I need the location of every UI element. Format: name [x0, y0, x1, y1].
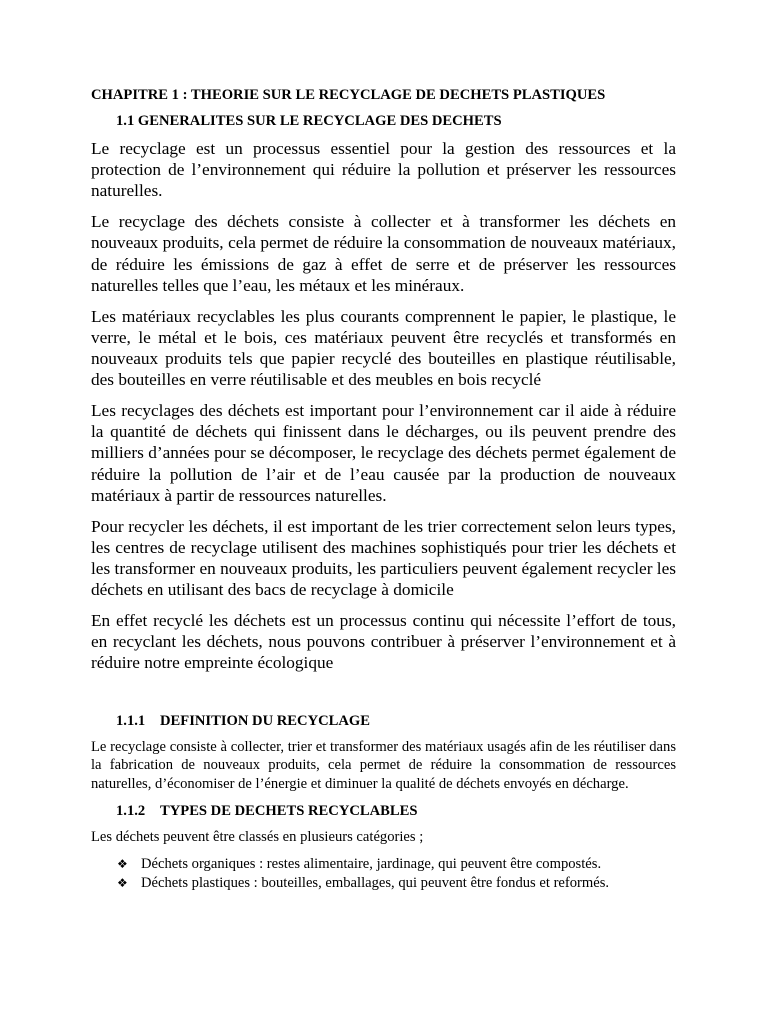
subsection-definition-heading [116, 712, 676, 730]
conclusion-paragraph: En effet recyclé les déchets est un processus continu qui nécessite l’effort de tous, en recyclant les déchets, nous pouvons contribuer à préserver l’environnement et à réduire notre empreinte écologique [91, 611, 676, 673]
subsection-number: 1.1.1 [116, 712, 146, 729]
document-page [91, 86, 676, 892]
recyclable-materials-paragraph: Les matériaux recyclables les plus courants comprennent le papier, le plastique, le verre, le métal et le bois, ces matériaux peuvent être recyclés et transformés en nouveaux produits tels que papier recyclé des bouteilles en plastique réutilisable, des bouteilles en verre réutilisable et des meubles en bois recyclé [91, 306, 676, 390]
list-item-text: Déchets organiques : restes alimentaire, jardinage, qui peuvent être compostés. [141, 855, 602, 872]
environment-importance-paragraph: Les recyclages des déchets est important pour l’environnement car il aide à réduire la quantité de déchets qui finissent dans le décharges, ou ils peuvent prendre des milliers d’années pour se décomposer, le recyclage des déchets permet également de réduire la pollution de l’air et de l’eau causée par la production de nouveaux matériaux à partir de ressources naturelles. [91, 401, 676, 505]
chapter-title: CHAPITRE 1 : THEORIE SUR LE RECYCLAGE DE DECHETS PLASTIQUES [91, 87, 606, 103]
intro-paragraph: Le recyclage est un processus essentiel pour la gestion des ressources et la protection de l’environnement qui réduire la pollution et préserver les ressources naturelles. [91, 139, 676, 201]
diamond-bullet-icon: ❖ [117, 856, 128, 871]
subsection-title: DEFINITION DU RECYCLAGE [160, 712, 371, 729]
subsection-title: TYPES DE DECHETS RECYCLABLES [160, 803, 418, 820]
subsection-types-heading [116, 802, 676, 820]
list-item-text: Déchets plastiques : bouteilles, emballages, qui peuvent être fondus et reformés. [141, 874, 610, 891]
diamond-bullet-icon: ❖ [117, 875, 128, 890]
waste-types-list [91, 855, 676, 893]
recycling-process-paragraph: Le recyclage des déchets consiste à collecter et à transformer les déchets en nouveaux produits, cela permet de réduire la consommation de nouveaux matériaux, de réduire les émissions de gaz à effet de serre et de préserver les ressources naturelles telles que l’eau, les métaux et les minéraux. [91, 212, 676, 295]
sorting-paragraph: Pour recycler les déchets, il est important de les trier correctement selon leurs types, les centres de recyclage utilisent des machines sophistiqués pour trier les déchets et les transformer en nouveaux produits, les particuliers peuvent également recycler les déchets en utilisant des bacs de recyclage à domicile [91, 516, 676, 600]
types-intro-paragraph: Les déchets peuvent être classés en plusieurs catégories ; [91, 829, 424, 846]
subsection-number: 1.1.2 [116, 803, 146, 820]
section-title: 1.1 GENERALITES SUR LE RECYCLAGE DES DECHETS [116, 113, 502, 129]
list-item [117, 855, 676, 874]
list-item [117, 874, 676, 893]
definition-paragraph: Le recyclage consiste à collecter, trier et transformer des matériaux usagés afin de les réutiliser dans la fabrication de nouveaux produits, cela permet de réduire la consommation de ressources naturelles, d’économiser de l’énergie et diminuer la qualité de déchets envoyés en décharge. [91, 738, 676, 793]
